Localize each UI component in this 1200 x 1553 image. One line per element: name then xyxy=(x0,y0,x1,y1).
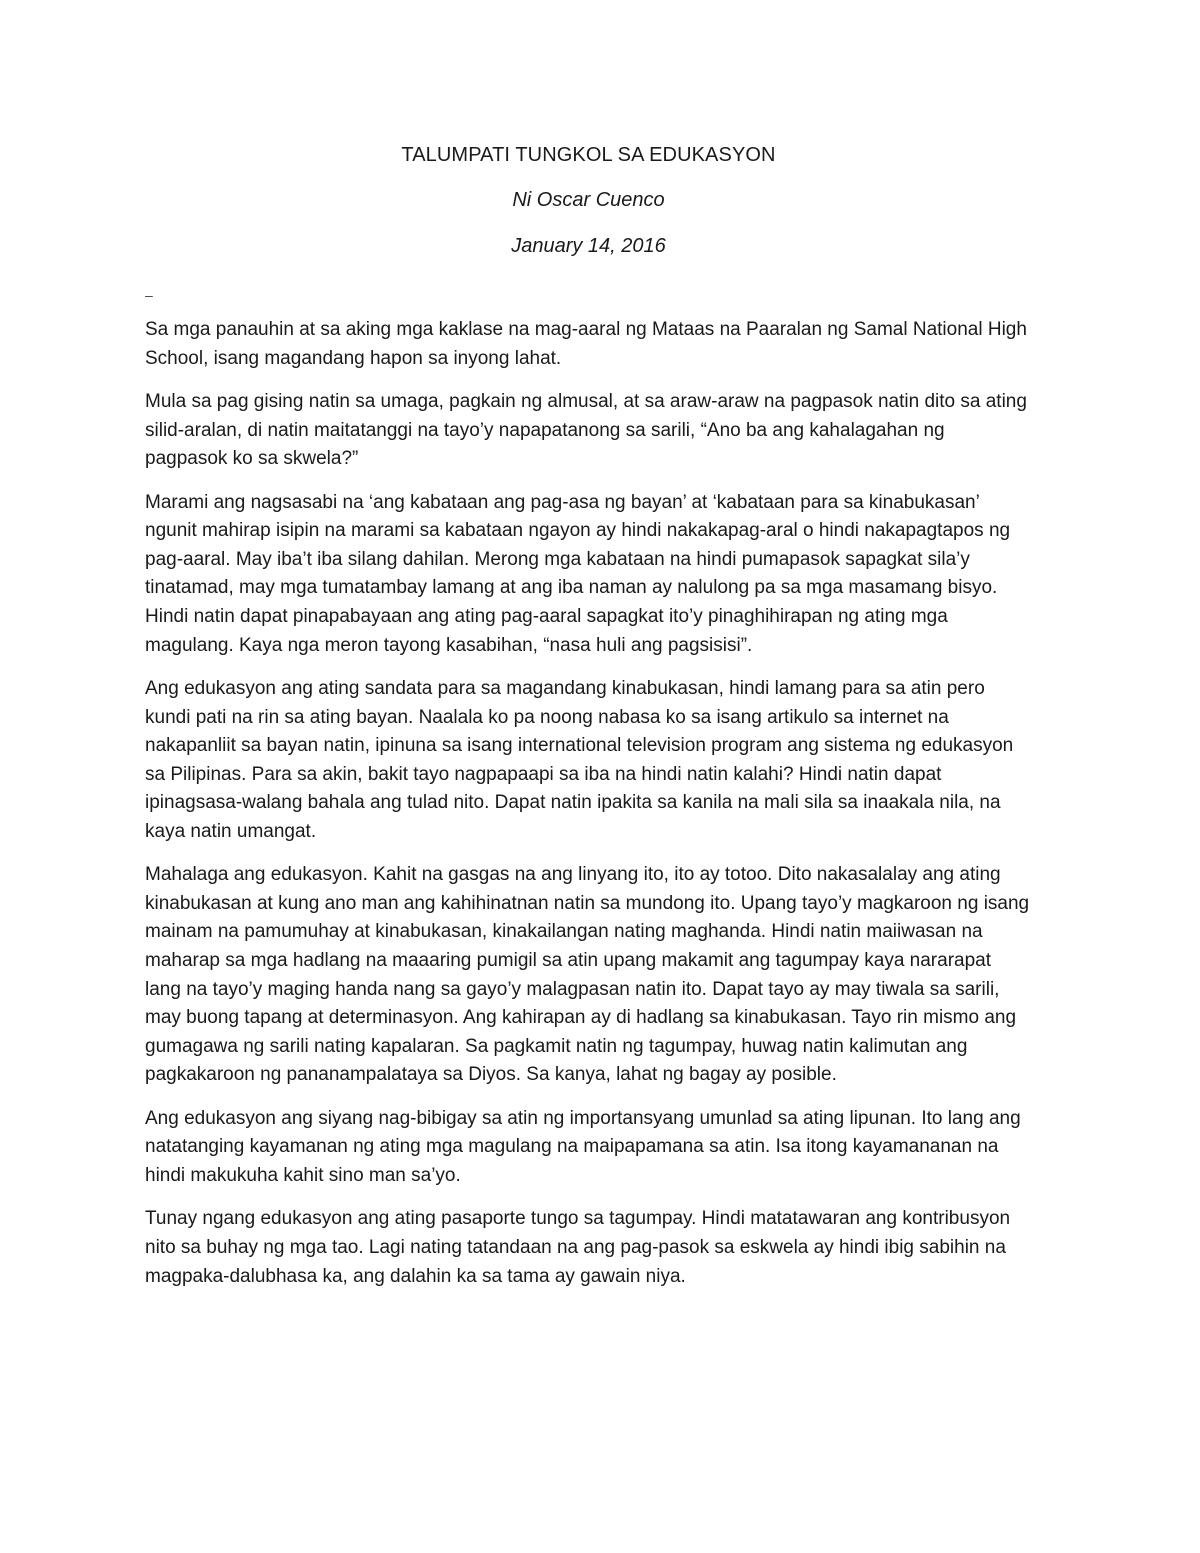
section-marker: – xyxy=(145,287,153,303)
paragraph-importance: Mahalaga ang edukasyon. Kahit na gasgas na ang linyang ito, ito ay totoo. Dito nakasalalay ang ating kinabukasan at kung ano man ang kahihinatnan natin sa mundong ito. Upang tayo’y magkaroon ng isang mainam na pamumuhay at kinabukasan, kinakailangan nating maghanda. Hindi natin maiiwasan na maharap sa mga hadlang na maaaring pumigil sa atin upang makamit ang tagumpay kaya nararapat lang na tayo’y maging handa nang sa gayo’y malagpasan natin ito. Dapat tayo ay may tiwala sa sarili, may buong tapang at determinasyon. Ang kahirapan ay di hadlang sa kinabukasan. Tayo rin mismo ang gumagawa ng sarili nating kapalaran. Sa pagkamit natin ng tagumpay, huwag natin kalimutan ang pagkakaroon ng pananampalataya sa Diyos. Sa kanya, lahat ng bagay ay posible. xyxy=(145,864,1030,1086)
paragraph-question: Mula sa pag gising natin sa umaga, pagkain ng almusal, at sa araw-araw na pagpasok natin dito sa ating silid-aralan, di natin maitatanggi na tayo’y napapatanong sa sarili, “Ano ba ang kahalagahan ng pagpasok ko sa skwela?” xyxy=(145,390,1027,470)
paragraph-youth: Marami ang nagsasabi na ‘ang kabataan ang pag-asa ng bayan’ at ‘kabataan para sa kinabukasan’ ngunit mahirap isipin na marami sa kabataan ngayon ay hindi nakakapag-aral o hindi nakapagtapos ng pag-aaral. May iba’t iba silang dahilan. Merong mga kabataan na hindi pumapasok sapagkat sila’y tinatamad, may mga tumatambay lamang at ang iba naman ay nalulong pa sa mga masamang bisyo. Hindi natin dapat pinapabayaan ang ating pag-aaral sapagkat ito’y pinaghihirapan ng ating mga magulang. Kaya nga meron tayong kasabihan, “nasa huli ang pagsisisi”. xyxy=(145,491,1011,656)
paragraph-weapon: Ang edukasyon ang ating sandata para sa magandang kinabukasan, hindi lamang para sa atin pero kundi pati na rin sa ating bayan. Naalala ko pa noong nabasa ko sa isang artikulo sa internet na nakapanliit sa bayan natin, ipinuna sa isang international television program ang sistema ng edukasyon sa Pilipinas. Para sa akin, bakit tayo nagpapaapi sa iba na hindi natin kalahi? Hindi natin dapat ipinagsasa-walang bahala ang tulad nito. Dapat natin ipakita sa kanila na mali sila sa inaakala nila, na kaya natin umangat. xyxy=(145,677,1014,842)
document-date: January 14, 2016 xyxy=(511,235,666,257)
document-author: Ni Oscar Cuenco xyxy=(512,189,665,211)
paragraph-treasure: Ang edukasyon ang siyang nag-bibigay sa atin ng importansyang umunlad sa ating lipunan. Ito lang ang natatanging kayamanan ng ating mga magulang na maipapamana sa atin. Isa itong kayamananan na hindi makukuha kahit sino man sa’yo. xyxy=(145,1107,1021,1187)
paragraph-greeting: Sa mga panauhin at sa aking mga kaklase na mag-aaral ng Mataas na Paaralan ng Samal National High School, isang magandang hapon sa inyong lahat. xyxy=(145,319,1027,369)
document-body xyxy=(145,316,1032,1291)
document-title: TALUMPATI TUNGKOL SA EDUKASYON xyxy=(401,144,776,166)
paragraph-conclusion: Tunay ngang edukasyon ang ating pasaporte tungo sa tagumpay. Hindi matatawaran ang kontribusyon nito sa buhay ng mga tao. Lagi nating tatandaan na ang pag-pasok sa eskwela ay hindi ibig sabihin na magpaka-dalubhasa ka, ang dalahin ka sa tama ay gawain niya. xyxy=(145,1208,1011,1287)
